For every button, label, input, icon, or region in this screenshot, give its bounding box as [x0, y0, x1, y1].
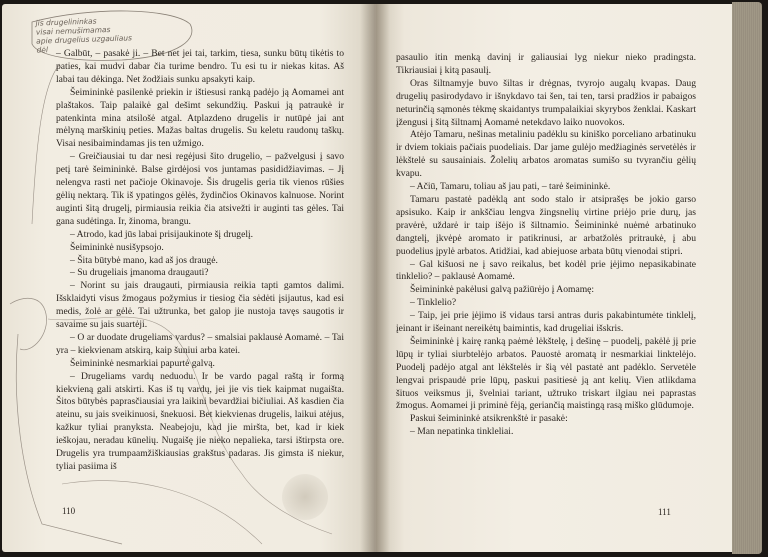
- paragraph: – Greičiausiai tu dar nesi regėjusi šito drugelio, – pažvelgusi į savo petį tarė šeimininkė. Balse girdėjosi vos juntamas pasididžiavimas. – Jį nelengva rasti net pačioje Okinavoje. Šis drugelis geria tik vienos rūšies gėlių nektarą. Tik iš ypatingos gėlės, žydinčios Okinavos kalnuose. Norint auginti šitą drugelį, pirmiausia reikia čia atsivežti ir auginti tas gėles. Tai gana sudėtinga. Ir, žinoma, brangu.: [56, 151, 344, 227]
- paragraph: – Drugeliams vardų neduodu. Ir be vardo pagal raštą ir formą kiekvieną gali atskirti. Kas iš tų vardų, jei jie vis tiek kaipmat nugaišta. Šitos būtybės paprasčiausiai yra laikini bevardžiai bičiuliai. Aš kasdien čia ateinu, su jais sveikinuosi, šnekuosi. Bet kiekvienas drugelis, laikui atėjus, kažkur tyliai pranyksta. Neabejoju, kad jie miršta, bet, kad ir kiek ieškojau, neradau kūnelių. Nugaišę jie nieko nepalieka, tarsi ištirpsta ore. Drugelis yra trumpaamžiškiausias grakštus padaras. Jis gimsta iš niekur, tyliai pasiima iš: [56, 370, 344, 472]
- left-page-text: [56, 48, 344, 474]
- paragraph: pasaulio itin menką davinį ir galiausiai lyg niekur nieko pradingsta. Tikriausiai į kitą pasaulį.: [396, 52, 696, 76]
- paragraph: – Gal kišuosi ne į savo reikalus, bet kodėl prie įėjimo nepasikabinate tinklelio? – paklausė Aomamė.: [396, 258, 696, 283]
- paragraph: Atėjo Tamaru, nešinas metaliniu padėklu su kiniško porceliano arbatinuku ir dviem tokiais pačiais puodeliais. Dar jame gulėjo medžiaginės servetėlės ir lėkštelė su sausainiais. Žolelių arbatos aromatas sumišo su tvyrančiu gėlių kvapu.: [396, 129, 696, 180]
- paragraph: – Ačiū, Tamaru, toliau aš jau pati, – tarė šeimininkė.: [410, 181, 611, 193]
- paragraph: Šeimininkė pasilenkė priekin ir ištiesusi ranką padėjo ją Aomamei ant plaštakos. Taip palaikė gal dešimt sekundžių. Paskui ją patraukė ir patenkinta mina atsilošė atgal. Atplazdeno drugelis ir nutūpė jai ant mėlyną marškinių peties. Mažas baltas drugelis. Su keletu raudonų taškų. Visai nesibaimindamas jis ten užmigo.: [56, 86, 344, 150]
- paragraph: Šeimininkė pakėlusi galvą pažiūrėjo į Aomamę:: [410, 284, 595, 296]
- page-number: 110: [62, 506, 76, 516]
- paragraph: Šeimininkė nusišypsojo.: [70, 241, 164, 253]
- book-page-edges: [732, 2, 762, 554]
- handwritten-line: dėl: [36, 45, 49, 55]
- paragraph: Šeimininkė į kairę ranką paėmė lėkštelę, į dešinę – puodelį, pakėlė jį prie lūpų ir tyliai siurbtelėjo arbatos. Pauostė aromatą ir nesmarkiai linktelėjo. Puodelį padėjo atgal ant lėkštelės ir šią vėl pastatė ant padėklo. Servetėle lengvai prispaudė prie lūpų, paskui pasitiesė ją ant kelių. Vien atlikdama šituos veiksmus ji, švelniai tariant, užtruko triskart ilgiau nei paprastas žmogus. Aomamei ji priminė fėją, geriančią maistingą rasą miško glūdumoje.: [396, 335, 696, 412]
- paragraph: – Norint su jais draugauti, pirmiausia reikia tapti gamtos dalimi. Išsklaidyti visus žmogaus požymius ir tiesiog čia sėdėti įsijautus, kad esi medis, žolė ar gėlė. Tai užtrunka, bet galop jie nustoja tavęs saugotis ir savaime su jais suartėji.: [56, 280, 344, 331]
- paragraph: – Atrodo, kad jūs labai prisijaukinote šį drugelį.: [70, 228, 254, 240]
- right-page: [376, 4, 732, 552]
- page-smudge: [282, 474, 328, 520]
- paragraph: – Man nepatinka tinkleliai.: [410, 426, 514, 438]
- handwritten-line: jis drugelininkas: [35, 16, 97, 28]
- handwritten-line: apie drugelius uzgauliaus: [36, 33, 133, 46]
- paragraph: Oras šiltnamyje buvo šiltas ir drėgnas, tvyrojo augalų kvapas. Daug drugelių pasirodydavo ir išnykdavo tai šen, tai ten, tarsi pradžios ir pabaigos neturinčią sąmonės tėkmę skaidantys trumpalaikiai skyrybos ženklai. Kaskart įžengusi į šitą šiltnamį Aomamė netekdavo laiko nuovokos.: [396, 77, 696, 128]
- paragraph: – Šita būtybė mano, kad aš jos draugė.: [70, 254, 218, 266]
- paragraph: – Taip, jei prie įėjimo iš vidaus tarsi antras duris pakabintumėte tinklelį, įeinant ir išeinant nereikėtų baimintis, kad drugeliai išskris.: [396, 310, 696, 335]
- handwritten-line: visai nemušimamas: [35, 25, 111, 37]
- page-number: 111: [658, 507, 671, 517]
- paragraph: – O ar duodate drugeliams vardus? – smalsiai paklausė Aomamė. – Tai yra – kiekvienam atskirą, kaip šuniui arba katei.: [56, 331, 344, 356]
- paragraph: – Tinklelio?: [410, 297, 457, 309]
- paragraph: Tamaru pastatė padėklą ant sodo stalo ir atsiprašęs be jokio garso apsisuko. Kaip ir ankščiau lengva žingsnelių virtine priėjo prie durų, jas pravėrė, uždarė ir taip išėjo iš šiltnamio. Šeimininkė nuėmė arbatinuko dangtelį, įkvėpė aromato ir patikrinusi, ar arbatžolės pritraukė, į abu puodelius įpylė arbatos. Atidžiai, kad abiejuose arbata būtų vienodai stipri.: [396, 193, 696, 257]
- paragraph: Paskui šeimininkė atsikrenkštė ir pasakė:: [410, 413, 568, 425]
- paragraph: – Su drugeliais įmanoma draugauti?: [70, 267, 209, 279]
- right-page-text: [396, 52, 696, 439]
- left-page: [2, 4, 376, 552]
- paragraph: Šeimininkė nesmarkiai papurtė galvą.: [70, 357, 215, 369]
- paragraph: – Galbūt, – pasakė ji. – Bet net jei tai, tarkim, tiesa, sunku būtų tikėtis to paties, kai mudvi dabar čia turime bendro. Tu esi tu ir niekas kitas. Aš labai tau dėkinga. Net žodžiais sunku apsakyti kaip.: [56, 48, 344, 85]
